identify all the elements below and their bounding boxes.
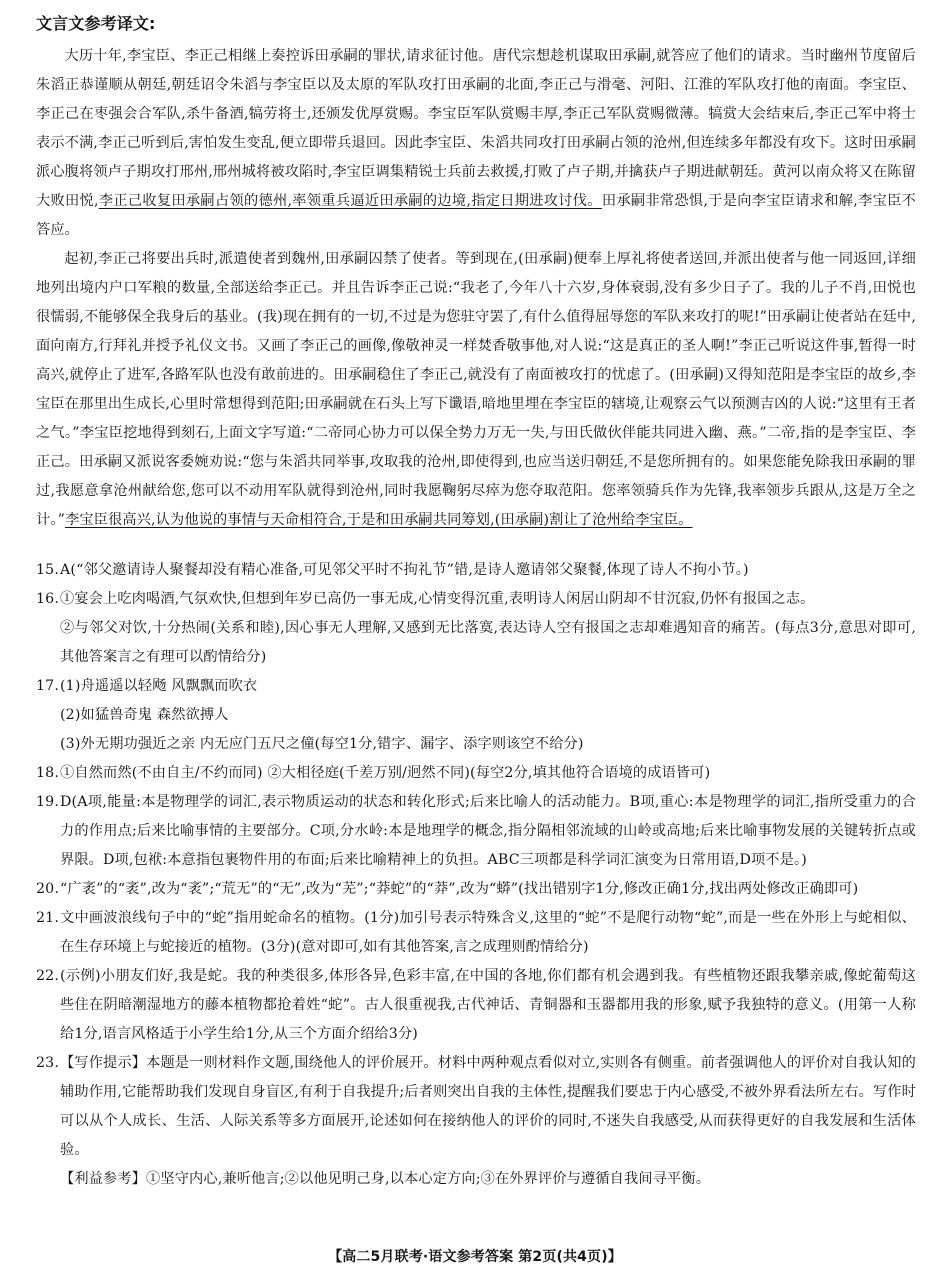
answer-item-16	[36, 585, 916, 672]
question-number: 21.	[36, 910, 60, 926]
translation-paragraph-2	[36, 245, 916, 535]
answer-text: “广袤”的“袤”,改为“袤”;“荒无”的“无”,改为“芜”;“莽蛇”的“莽”,改为“蟒”(找出错别字1分,修改正确1分,找出两处修改正确即可)	[60, 881, 859, 897]
answer-item-20	[36, 875, 916, 904]
question-number: 17.	[36, 678, 60, 694]
translation-paragraph-1	[36, 42, 916, 245]
answer-point: ①宴会上吃肉喝酒,气氛欢快,但想到年岁已高仍一事无成,心情变得沉重,表明诗人闲居山阴却不甘沉寂,仍怀有报国之志。	[60, 591, 815, 607]
answer-text: A(“邻父邀请诗人聚餐却没有精心准备,可见邻父平时不拘礼节”错,是诗人邀请邻父聚餐,体现了诗人不拘小节。)	[60, 562, 749, 578]
question-number: 15.	[36, 562, 60, 578]
classical-chinese-translation	[36, 42, 916, 535]
underlined-sentence: 李宝臣很高兴,认为他说的事情与天命相符合,于是和田承嗣共同筹划,(田承嗣)割让了沧州给李宝臣。	[64, 512, 693, 528]
question-number: 16.	[36, 591, 60, 607]
paragraph-text: 田承嗣非常恐惧,于是向李宝臣请求和解,李宝臣不答应。	[36, 193, 916, 238]
page-footer: 【高二5月联考·语文参考答案 第2页(共4页)】	[328, 1249, 622, 1265]
paragraph-text: 起初,李正己将要出兵时,派遣使者到魏州,田承嗣囚禁了使者。等到现在,(田承嗣)便奉上厚礼将使者送回,并派出使者与他一同返回,详细地列出境内户口军粮的数量,全部送给李正己。并且告诉李正己说:“我老了,今年八十六岁,身体衰弱,没有多少日子了。我的儿子不肖,田悦也很懦弱,不能够保全我身后的基业。(我)现在拥有的一切,不过是为您驻守罢了,有什么值得屈辱您的军队来攻打的呢!”田承嗣让使者站在廷中,面向南方,行拜礼并授予礼仪文书。又画了李正己的画像,像敬神灵一样焚香敬事他,对人说:“这是真正的圣人啊!”李正己听说这件事,暂得一时高兴,就停止了进军,各路军队也没有敢前进的。田承嗣稳住了李正己,就没有了南面被攻打的忧虑了。(田承嗣)又得知范阳是李宝臣的故乡,李宝臣在那里出生成长,心里时常想得到范阳;田承嗣就在石头上写下谶语,暗地里埋在李宝臣的辖境,让观察云气以预测吉凶的人说:“这里有王者之气。”李宝臣挖地得到刻石,上面文字写道:“二帝同心协力可以保全势力万无一失,与田氏做伙伴能共同进入幽、燕。”二帝,指的是李宝臣、李正己。田承嗣又派说客委婉劝说:“您与朱滔共同举事,攻取我的沧州,即使得到,也应当送归朝廷,不是您所拥有的。如果您能免除我田承嗣的罪过,我愿意拿沧州献给您,您可以不动用军队就得到沧州,同时我愿鞠躬尽瘁为您夺取范阳。您率领骑兵作为先锋,我率领步兵跟从,这是万全之计。”	[36, 251, 916, 528]
writing-tips: 【写作提示】本题是一则材料作文题,围绕他人的评价展开。材料中两种观点看似对立,实则各有侧重。前者强调他人的评价对自我认知的辅助作用,它能帮助我们发现自身盲区,有利于自我提升;后者则突出自我的主体性,提醒我们要忠于内心感受,不被外界看法所左右。写作时可以从个人成长、生活、人际关系等多方面展开,论述如何在接纳他人的评价的同时,不迷失自我感受,从而获得更好的自我发展和生活体验。	[60, 1055, 916, 1158]
answer-list	[36, 556, 916, 1194]
question-number: 22.	[36, 968, 60, 984]
answer-text: (示例)小朋友们好,我是蛇。我的种类很多,体形各异,色彩丰富,在中国的各地,你们都有机会遇到我。有些植物还跟我攀亲戚,像蛇葡萄这些住在阴暗潮湿地方的藤本植物都抢着姓“蛇”。古人很重视我,古代神话、青铜器和玉器都用我的形象,赋予我独特的意义。(用第一人称给1分,语言风格适于小学生给1分,从三个方面介绍给3分)	[60, 968, 916, 1042]
answer-text: ①自然而然(不由自主/不约而同) ②大相径庭(千差万别/迥然不同)(每空2分,填其他符合语境的成语皆可)	[60, 765, 711, 781]
answer-item-21	[36, 904, 916, 962]
answer-item-17	[36, 672, 916, 759]
answer-point: (1)舟遥遥以轻飏 风飘飘而吹衣	[60, 678, 258, 694]
answer-text: D(A项,能量:本是物理学的词汇,表示物质运动的状态和转化形式;后来比喻人的活动能力。B项,重心:本是物理学的词汇,指所受重力的合力的作用点;后来比喻事情的主要部分。C项,分水岭:本是地理学的概念,指分隔相邻流域的山岭或高地;后来比喻事物发展的关键转折点或界限。D项,包袱:本意指包裹物件用的布面;后来比喻精神上的负担。ABC三项都是科学词汇演变为日常用语,D项不是。)	[60, 794, 916, 868]
answer-item-23	[36, 1049, 916, 1194]
answer-item-18	[36, 759, 916, 788]
question-number: 19.	[36, 794, 60, 810]
underlined-sentence: 李正己收复田承嗣占领的德州,率领重兵逼近田承嗣的边境,指定日期进攻讨伐。	[98, 193, 602, 209]
question-number: 20.	[36, 881, 60, 897]
reference-points: 【利益参考】①坚守内心,兼听他言;②以他见明己身,以本心定方向;③在外界评价与遵循自我间寻平衡。	[60, 1171, 711, 1187]
answer-item-19	[36, 788, 916, 875]
answer-point: (2)如猛兽奇鬼 森然欲搏人	[60, 707, 229, 723]
question-number: 23.	[36, 1055, 60, 1071]
answer-text: 文中画波浪线句子中的“蛇”指用蛇命名的植物。(1分)加引号表示特殊含义,这里的“蛇”不是爬行动物“蛇”,而是一些在外形上与蛇相似、在生存环境上与蛇接近的植物。(3分)(意对即可,如有其他答案,言之成理则酌情给分)	[60, 910, 916, 955]
answer-item-22	[36, 962, 916, 1049]
answer-point: (3)外无期功强近之亲 内无应门五尺之僮(每空1分,错字、漏字、添字则该空不给分)	[60, 736, 584, 752]
paragraph-text: 大历十年,李宝臣、李正己相继上奏控诉田承嗣的罪状,请求征讨他。唐代宗想趁机谋取田承嗣,就答应了他们的请求。当时幽州节度留后朱滔正恭谨顺从朝廷,朝廷诏令朱滔与李宝臣以及太原的军队攻打田承嗣的北面,李正己与滑毫、河阳、江淮的军队攻打他的南面。李宝臣、李正己在枣强会合军队,杀牛备酒,犒劳将士,还颁发优厚赏赐。李宝臣军队赏赐丰厚,李正己军队赏赐微薄。犒赏大会结束后,李正己军中将士表示不满,李正己听到后,害怕发生变乱,便立即带兵退回。因此李宝臣、朱滔共同攻打田承嗣占领的沧州,但连续多年都没有攻下。这时田承嗣派心腹将领卢子期攻打邢州,邢州城将被攻陷时,李宝臣调集精锐士兵前去救援,打败了卢子期,并擒获卢子期进献朝廷。黄河以南众将又在陈留大败田悦,	[36, 48, 916, 209]
answer-item-15	[36, 556, 916, 585]
question-number: 18.	[36, 765, 60, 781]
answer-point: ②与邻父对饮,十分热闹(关系和睦),因心事无人理解,又感到无比落寞,表达诗人空有报国之志却难遇知音的痛苦。(每点3分,意思对即可,其他答案言之有理可以酌情给分)	[60, 620, 916, 665]
section-heading: 文言文参考译文:	[36, 14, 156, 33]
